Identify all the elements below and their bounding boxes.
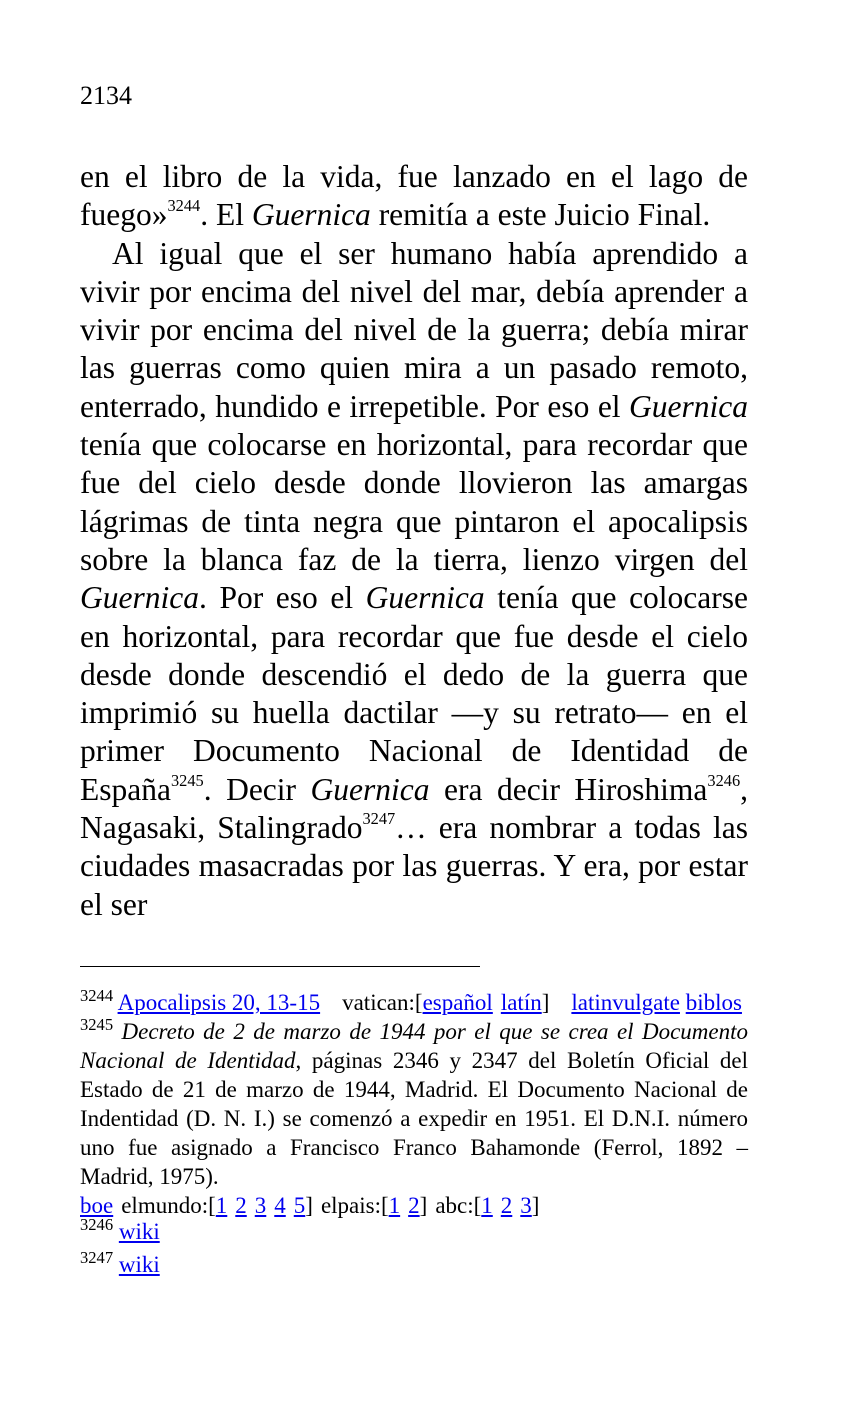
footnote-3245: $^{3245}$ Decreto de 2 de marzo de 1944 por el que se crea el Documento Nacional de Identidad, páginas 2346 y 2347 del Boletín Oficial del Estado de 21 de marzo de 1944, Madrid. El Documento Nacional de Indentidad (D. N. I.) se comenzó a expedir en 1951. El D.N.I. número uno fue asignado a Francisco Franco Bahamonde (Ferrol, 1892 – Madrid, 1975).	[80, 1014, 749, 1189]
footnote-3247: $^{3247}$ wiki	[80, 1247, 160, 1277]
link-latin[interactable]: latín	[500, 990, 542, 1015]
main-text	[80, 158, 748, 924]
link-abc-1[interactable]: 1	[481, 1193, 493, 1218]
footnote-ref-3245: 3245	[170, 770, 204, 790]
link-elpais-2[interactable]: 2	[408, 1193, 420, 1218]
link-apocalipsis[interactable]: Apocalipsis 20, 13-15	[117, 990, 321, 1015]
footnote-ref-3246: 3246	[707, 770, 741, 790]
link-elmundo-5[interactable]: 5	[293, 1193, 306, 1218]
footnote-separator	[80, 966, 480, 967]
footnote-3246: $^{3246}$ wiki	[80, 1214, 160, 1244]
link-elpais-1[interactable]: 1	[388, 1193, 401, 1218]
link-abc-3[interactable]: 3	[520, 1193, 532, 1218]
link-biblos[interactable]: biblos	[685, 990, 742, 1015]
link-elmundo-2[interactable]: 2	[235, 1193, 247, 1218]
link-latinvulgate[interactable]: latinvulgate	[571, 990, 680, 1015]
page-number: 2134	[80, 81, 132, 110]
footnote-3245-links: boe elmundo:[1 2 3 4 5] elpais:[1 2] abc:[1 2 3]	[80, 1193, 540, 1218]
footnotes	[80, 985, 749, 1279]
paragraph-2: Al igual que el ser humano había aprendido a vivir por encima del nivel del mar, debía aprender a vivir por encima del nivel de la guerra; debía mirar las guerras como quien mira a un pasado remoto, enterrado, hundido e irrepetible. Por eso el Guernica tenía que colocarse en horizontal, para recordar que fue del cielo desde donde llovieron las amargas lágrimas de tinta negra que pintaron el apocalipsis sobre la blanca faz de la tierra, lienzo virgen del Guernica. Por eso el Guernica tenía que colocarse en horizontal, para recordar que fue desde el cielo desde donde descendió el dedo de la guerra que imprimió su huella dactilar —y su retrato— en el primer Documento Nacional de Identidad de España$^{3245}$. Decir Guernica era decir Hiroshima$^{3246}$, Nagasaki, Stalingrado$^{3247}$… era nombrar a todas las ciudades masacradas por las guerras. Y era, por estar el ser	[80, 235, 749, 922]
footnote-3244: $^{3244}$ Apocalipsis 20, 13-15 vatican:[español latín] latinvulgate biblos	[80, 985, 742, 1015]
link-wiki-3247[interactable]: wiki	[118, 1252, 160, 1277]
paragraph-1: en el libro de la vida, fue lanzado en el lago de fuego»$^{3244}$. El Guernica remitía a este Juicio Final.	[80, 159, 748, 233]
link-elmundo-3[interactable]: 3	[254, 1193, 267, 1218]
link-abc-2[interactable]: 2	[500, 1193, 513, 1218]
link-boe[interactable]: boe	[80, 1193, 114, 1218]
link-wiki-3246[interactable]: wiki	[118, 1219, 160, 1244]
link-espanol[interactable]: español	[422, 990, 493, 1015]
link-elmundo-1[interactable]: 1	[215, 1193, 228, 1218]
footnote-ref-3247: 3247	[362, 809, 396, 829]
footnote-ref-3244: 3244	[167, 196, 201, 216]
link-elmundo-4[interactable]: 4	[274, 1193, 286, 1218]
